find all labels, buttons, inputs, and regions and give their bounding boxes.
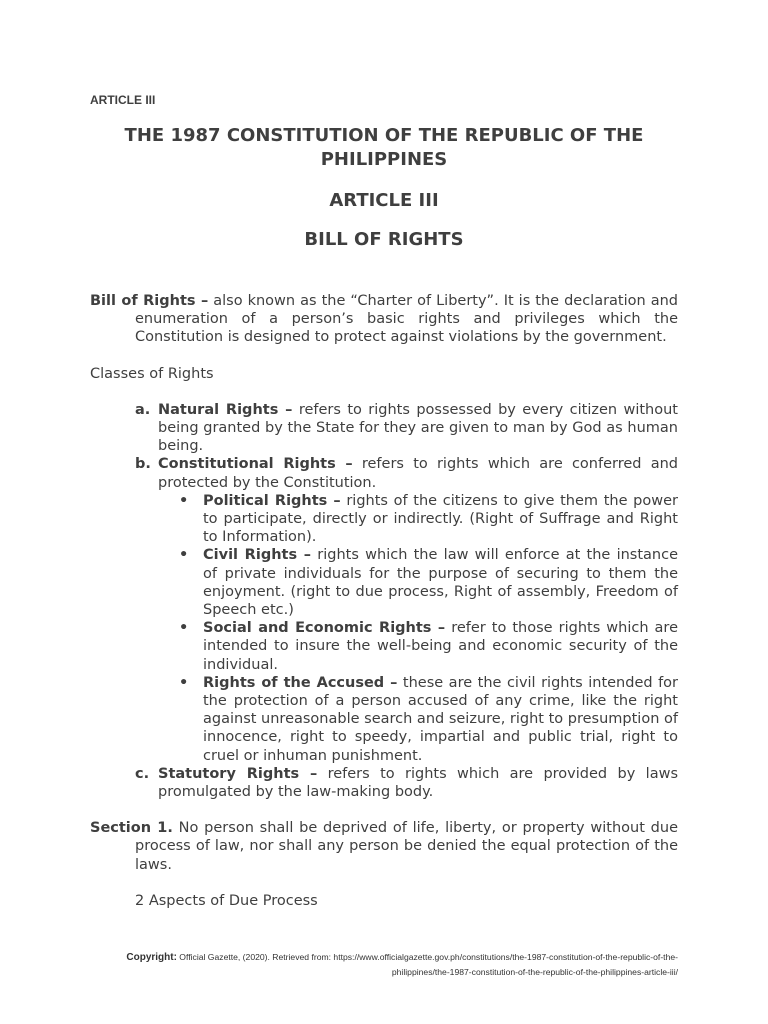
bullet-marker: • [179,674,189,691]
list-item-natural-rights [90,401,678,456]
due-process-aspects-heading: 2 Aspects of Due Process [135,892,318,909]
list-marker: b. [135,456,151,473]
right-description: rights of the citizens to give them the power to participate, directly or indirectly. (Right of Suffrage and Right to Information). [203,492,678,546]
bullet-marker: • [179,492,189,509]
copyright-citation: Official Gazette, (2020). Retrieved from: https://www.officialgazette.gov.ph/constitutions/the-1987-constitution-of-the-republic-of-the-philippines/the-1987-constitution-of-the-republic-of-the-philippines-article-iii/ [176,952,678,977]
list-item-constitutional-rights [90,455,678,764]
right-description: these are the civil rights intended for the protection of a person accused of any crime, like the right against unreasonable search and seizure, right to presumption of innocence, right to speedy, impartial and public trial, right to cruel or inhuman punishment. [203,674,679,764]
section-term: Section 1. [90,820,173,837]
right-description: rights which the law will enforce at the instance of private individuals for the purpose of securing to them the enjoyment. (right to due process, Right of assembly, Freedom of Speech etc.) [203,547,679,619]
right-term: Natural Rights – [158,401,293,418]
bill-of-rights-definition [90,292,678,347]
right-description: refers to rights possessed by every citizen without being granted by the State for they are given to man by God as human being. [158,401,678,455]
right-description: refers to rights which are conferred and protected by the Constitution. [158,456,678,491]
right-term: Social and Economic Rights – [203,620,446,637]
list-marker: a. [135,401,151,418]
right-term: Political Rights – [203,492,341,509]
article-heading: ARTICLE III [329,190,439,211]
copyright-footer [90,950,678,979]
list-item-political-rights [158,492,678,547]
right-term: Constitutional Rights – [158,456,353,473]
page-title: THE 1987 CONSTITUTION OF THE REPUBLIC OF THE PHILIPPINES [124,125,644,170]
classes-of-rights-list [90,401,678,801]
section-text: No person shall be deprived of life, liberty, or property without due process of law, nor shall any person be denied the equal protection of the laws. [135,820,678,873]
right-description: refers to rights which are provided by laws promulgated by the law-making body. [158,765,678,801]
bullet-marker: • [179,620,189,637]
bullet-marker: • [179,547,189,564]
list-marker: c. [135,765,150,782]
list-item-civil-rights [158,546,678,619]
list-item-social-economic-rights [158,619,678,674]
definition-text: also known as the “Charter of Liberty”. It is the declaration and enumeration of a person’s basic rights and privileges which the Constitution is designed to protect against violations by the government. [135,293,678,346]
right-term: Civil Rights – [203,547,312,564]
bill-of-rights-heading: BILL OF RIGHTS [304,229,464,250]
constitutional-rights-sublist [158,492,678,765]
classes-of-rights-heading: Classes of Rights [90,365,214,382]
right-description: refer to those rights which are intended to insure the well-being and economic security of the individual. [203,620,678,673]
list-item-statutory-rights [90,765,678,801]
section-1-paragraph [90,819,678,874]
document-body [90,292,678,910]
list-item-rights-of-accused [158,674,678,765]
right-term: Rights of the Accused – [203,674,398,691]
definition-term: Bill of Rights – [90,293,209,309]
right-term: Statutory Rights – [158,765,318,782]
copyright-label: Copyright: [126,952,177,963]
title-block [90,124,678,252]
article-header-label: ARTICLE III [90,93,156,107]
